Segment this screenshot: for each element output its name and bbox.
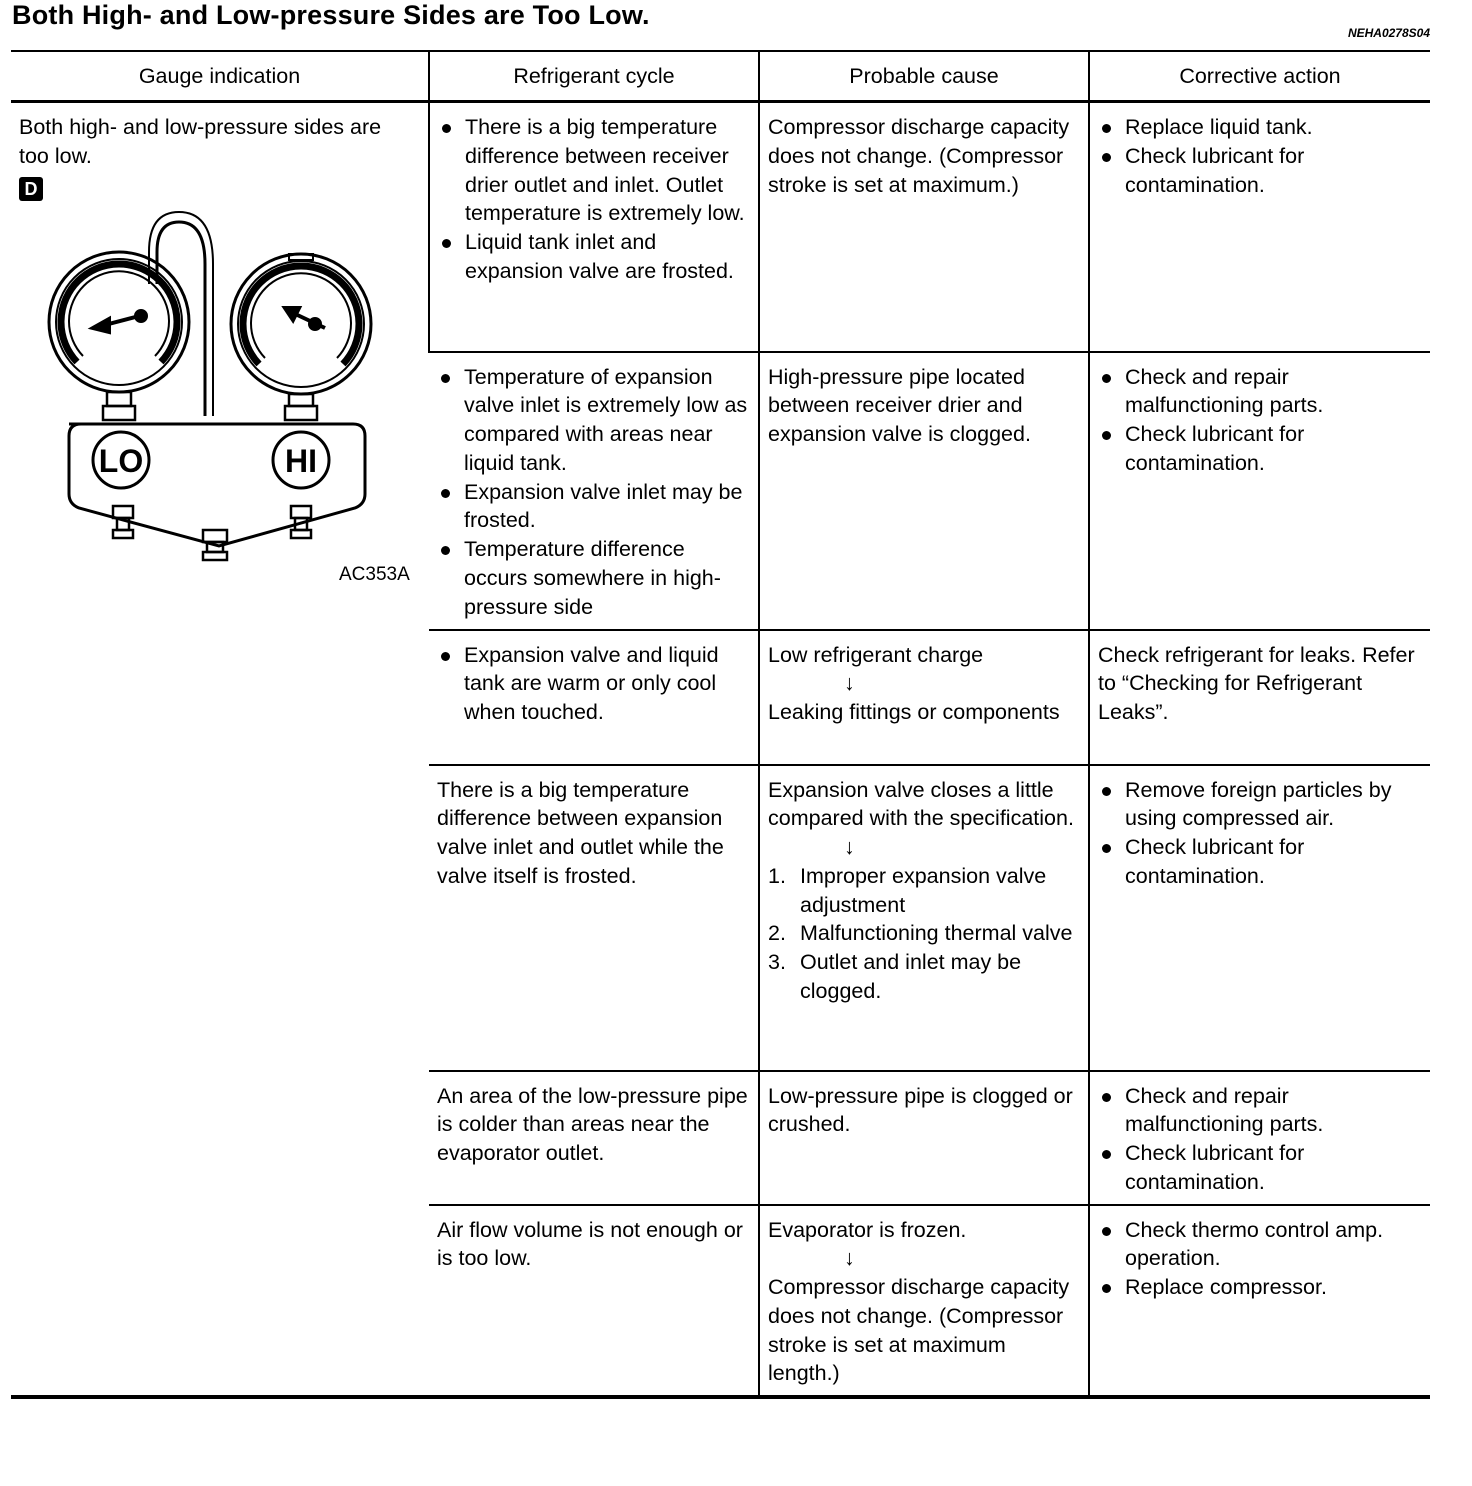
list-item: Check and repair malfunctioning parts.	[1098, 363, 1422, 421]
list-item: Expansion valve and liquid tank are warm or only cool when touched.	[437, 641, 750, 727]
table-row	[11, 102, 1430, 352]
cycle-text: There is a big temperature difference between expansion valve inlet and outlet while the valve itself is frosted.	[437, 777, 724, 888]
manifold-gauge-illustration	[19, 204, 419, 604]
list-item: Expansion valve inlet may be frosted.	[437, 478, 750, 536]
cause-text: Evaporator is frozen.	[768, 1217, 967, 1242]
corrective-action-cell	[1089, 102, 1430, 352]
refrigerant-cycle-cell	[429, 765, 759, 1071]
list-item: Check lubricant for contamination.	[1098, 142, 1422, 200]
corrective-action-cell	[1089, 630, 1430, 765]
list-item: Temperature difference occurs somewhere in high-pressure side	[437, 535, 750, 621]
list-item: There is a big temperature difference between receiver drier outlet and inlet. Outlet temperature is extremely low.	[438, 113, 750, 228]
list-number: 2.	[768, 921, 786, 946]
header-refrigerant-cycle: Refrigerant cycle	[429, 51, 759, 102]
page-title: Both High- and Low-pressure Sides are Too Low.	[12, 0, 650, 30]
probable-cause-cell	[759, 630, 1089, 765]
probable-cause-cell	[759, 765, 1089, 1071]
list-item: Check lubricant for contamination.	[1098, 420, 1422, 478]
hi-label: HI	[285, 443, 317, 480]
list-item: Check lubricant for contamination.	[1098, 833, 1422, 891]
header-gauge-indication: Gauge indication	[11, 51, 429, 102]
probable-cause-cell	[759, 352, 1089, 630]
list-item	[768, 948, 1080, 1006]
cause-text: Compressor discharge capacity does not change. (Compressor stroke is set at maximum length.)	[768, 1275, 1070, 1386]
list-item: Liquid tank inlet and expansion valve are frosted.	[438, 228, 750, 286]
list-item	[768, 862, 1080, 920]
cause-text: Leaking fittings or components	[768, 700, 1060, 725]
list-text: Improper expansion valve adjustment	[800, 863, 1047, 917]
list-number: 1.	[768, 863, 786, 888]
cycle-text: Air flow volume is not enough or is too low.	[437, 1217, 743, 1271]
list-item	[768, 919, 1080, 948]
figure-code: AC353A	[339, 564, 410, 586]
refrigerant-cycle-cell	[429, 102, 759, 352]
refrigerant-cycle-cell	[429, 630, 759, 765]
list-item: Remove foreign particles by using compressed air.	[1098, 776, 1422, 834]
list-item: Check and repair malfunctioning parts.	[1098, 1082, 1422, 1140]
document-code: NEHA0278S04	[1347, 26, 1430, 40]
refrigerant-cycle-cell	[429, 352, 759, 630]
corrective-action-cell	[1089, 765, 1430, 1071]
cause-text: Low refrigerant charge	[768, 642, 984, 667]
probable-cause-cell	[759, 1205, 1089, 1397]
action-text: Check refrigerant for leaks. Refer to “Checking for Refrigerant Leaks”.	[1098, 642, 1415, 725]
list-item: Replace compressor.	[1098, 1273, 1422, 1302]
down-arrow-icon: ↓	[844, 835, 855, 860]
corrective-action-cell	[1089, 352, 1430, 630]
refrigerant-cycle-cell	[429, 1205, 759, 1397]
corrective-action-cell	[1089, 1071, 1430, 1205]
cause-text: Compressor discharge capacity does not change. (Compressor stroke is set at maximum.)	[768, 115, 1070, 197]
probable-cause-cell	[759, 1071, 1089, 1205]
gauge-indication-cell	[11, 102, 429, 1397]
probable-cause-cell	[759, 102, 1089, 352]
cause-text: Expansion valve closes a little compared with the specification.	[768, 777, 1074, 831]
refrigerant-cycle-cell	[429, 1071, 759, 1205]
list-item: Replace liquid tank.	[1098, 113, 1422, 142]
cycle-text: An area of the low-pressure pipe is colder than areas near the evaporator outlet.	[437, 1083, 748, 1166]
list-text: Malfunctioning thermal valve	[800, 921, 1073, 946]
cause-text: High-pressure pipe located between receiver drier and expansion valve is clogged.	[768, 364, 1031, 447]
header-probable-cause: Probable cause	[759, 51, 1089, 102]
gauge-indication-text: Both high- and low-pressure sides are too low.	[19, 115, 382, 168]
indication-badge: D	[19, 177, 43, 201]
gauge-figure	[19, 204, 419, 604]
lo-label: LO	[98, 443, 144, 480]
corrective-action-cell	[1089, 1205, 1430, 1397]
down-arrow-icon: ↓	[844, 1246, 855, 1271]
down-arrow-icon: ↓	[844, 671, 855, 696]
cause-text: Low-pressure pipe is clogged or crushed.	[768, 1083, 1073, 1137]
list-item: Check lubricant for contamination.	[1098, 1139, 1422, 1197]
list-text: Outlet and inlet may be clogged.	[800, 950, 1022, 1004]
list-number: 3.	[768, 950, 786, 975]
list-item: Temperature of expansion valve inlet is extremely low as compared with areas near liquid tank.	[437, 363, 750, 478]
diagnosis-table	[11, 50, 1430, 1399]
header-row	[11, 51, 1430, 102]
list-item: Check thermo control amp. operation.	[1098, 1216, 1422, 1274]
header-corrective-action: Corrective action	[1089, 51, 1430, 102]
